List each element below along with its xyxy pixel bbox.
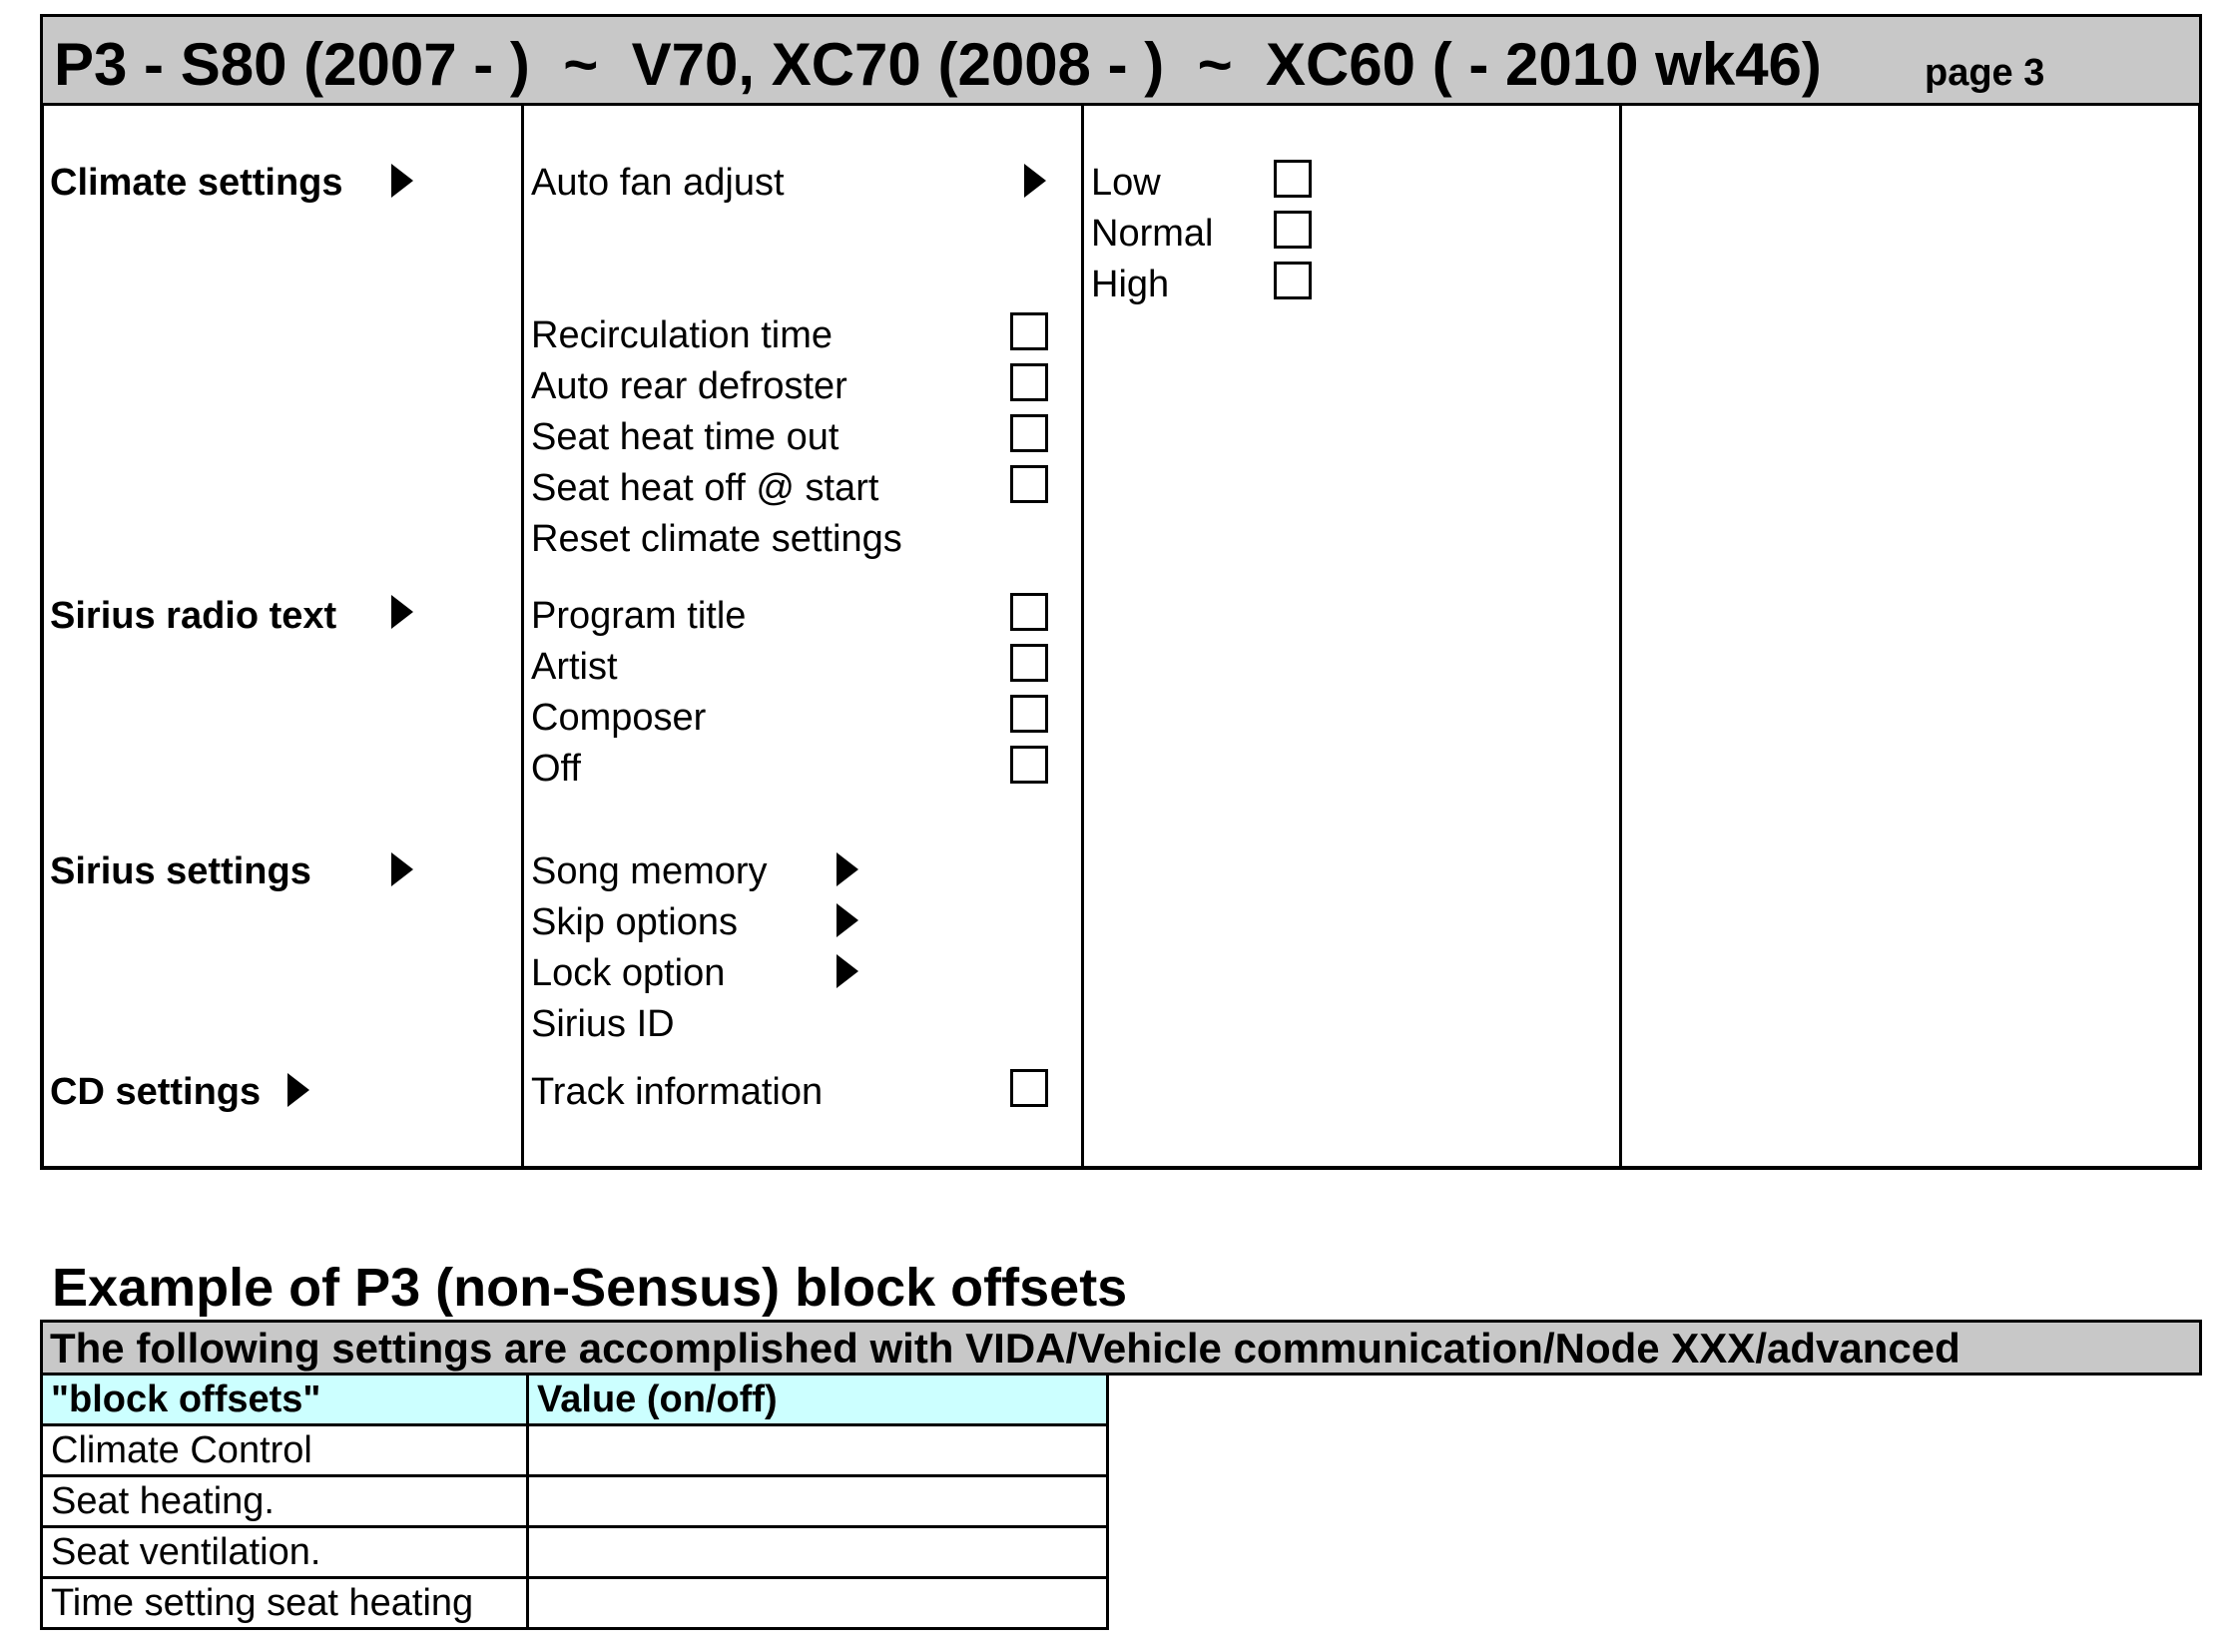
play-arrow-icon [391,595,413,629]
option-high: High [1091,264,1170,305]
item-program-title: Program title [531,595,747,637]
page-number: page 3 [1925,52,2045,94]
item-composer: Composer [531,697,707,739]
row-value[interactable] [528,1425,1108,1476]
item-seat-heat-time-out: Seat heat time out [531,416,839,458]
checkbox-auto-rear-defroster[interactable] [1010,363,1048,401]
submenu-song-memory[interactable]: Song memory [531,850,768,892]
play-arrow-icon [837,954,858,988]
item-reset-climate-settings[interactable]: Reset climate settings [531,518,902,560]
submenu-lock-option[interactable]: Lock option [531,952,726,994]
checkbox-track-information[interactable] [1010,1069,1048,1107]
item-sirius-id[interactable]: Sirius ID [531,1003,675,1045]
submenu-skip-options[interactable]: Skip options [531,901,739,943]
checkbox-normal[interactable] [1274,211,1312,249]
column-divider [521,104,524,1170]
row-label: Seat ventilation. [42,1527,528,1578]
table-row [42,1425,1108,1476]
play-arrow-icon [1024,164,1046,198]
block-offsets-table [40,1376,1109,1630]
option-low: Low [1091,162,1161,204]
row-value[interactable] [528,1578,1108,1629]
table-row [42,1527,1108,1578]
table-header-row [42,1376,1108,1425]
checkbox-high[interactable] [1274,262,1312,299]
option-normal: Normal [1091,213,1214,255]
column-divider [1081,104,1084,1170]
submenu-auto-fan-adjust[interactable]: Auto fan adjust [531,162,785,204]
checkbox-composer[interactable] [1010,695,1048,733]
table-row [42,1578,1108,1629]
checkbox-program-title[interactable] [1010,593,1048,631]
play-arrow-icon [287,1073,309,1107]
column-header-block-offsets: "block offsets" [42,1376,528,1425]
item-artist: Artist [531,646,618,688]
column-header-value: Value (on/off) [528,1376,1108,1425]
row-label: Climate Control [42,1425,528,1476]
item-off: Off [531,748,581,790]
menu-sirius-radio-text[interactable]: Sirius radio text [50,595,337,637]
checkbox-low[interactable] [1274,160,1312,198]
row-label: Seat heating. [42,1476,528,1527]
row-label: Time setting seat heating [42,1578,528,1629]
play-arrow-icon [391,852,413,886]
checkbox-seat-heat-time-out[interactable] [1010,414,1048,452]
checkbox-artist[interactable] [1010,644,1048,682]
play-arrow-icon [391,164,413,198]
item-seat-heat-off-start: Seat heat off @ start [531,467,879,509]
menu-climate-settings[interactable]: Climate settings [50,162,343,204]
page-title: P3 - S80 (2007 - ) ~ V70, XC70 (2008 - ) ~ XC60 ( - 2010 wk46) [54,31,1822,98]
row-value[interactable] [528,1527,1108,1578]
table-row [42,1476,1108,1527]
checkbox-seat-heat-off-start[interactable] [1010,465,1048,503]
play-arrow-icon [837,903,858,937]
item-recirculation-time: Recirculation time [531,314,833,356]
menu-cd-settings[interactable]: CD settings [50,1071,262,1113]
checkbox-recirculation-time[interactable] [1010,312,1048,350]
info-text: The following settings are accomplished with VIDA/Vehicle communication/Node XXX/advanced [50,1325,1960,1372]
checkbox-off[interactable] [1010,746,1048,784]
section-title: Example of P3 (non-Sensus) block offsets [52,1258,1128,1318]
row-value[interactable] [528,1476,1108,1527]
item-track-information: Track information [531,1071,824,1113]
item-auto-rear-defroster: Auto rear defroster [531,365,847,407]
menu-sirius-settings[interactable]: Sirius settings [50,850,311,892]
play-arrow-icon [837,852,858,886]
column-divider [1619,104,1622,1170]
